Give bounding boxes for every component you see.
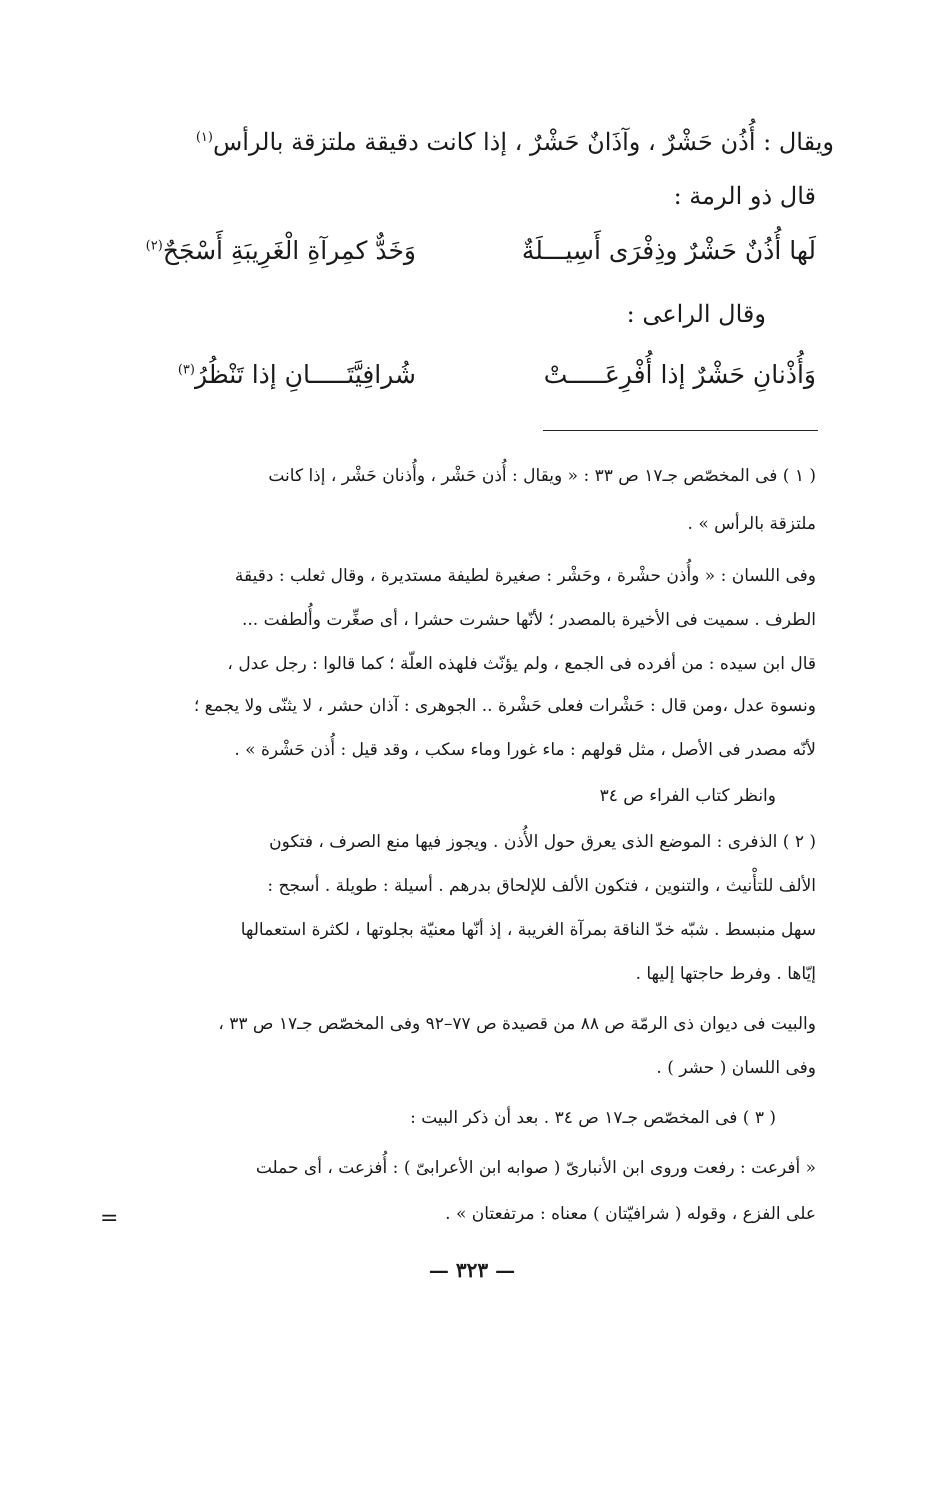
page-number: — ٣٢٣ — — [428, 1258, 516, 1282]
main-line-1-text: ويقال : أُذُن حَشْرٌ ، وآذَانٌ حَشْرٌ ، إذا كانت دقيقة ملتزقة بالرأس — [212, 128, 834, 156]
note-1-line-1: ( ١ ) فى المخصّص جـ١٧ ص ٣٣ : « ويقال : أُذن حَشْر ، وأُذنان حَشْر ، إذا كانت — [268, 466, 816, 486]
lisan-line-3: قال ابن سيده : من أفرده فى الجمع ، ولم يؤنّث فلهذه العلّة ؛ كما قالوا : رجل عدل ، — [227, 654, 816, 674]
note-2-line-2: الألف للتأْنيث ، والتنوين ، فتكون الألف للإلحاق بدرهم . أسيلة : طويلة . أسجح : — [267, 876, 816, 896]
footnote-ref-1: (١) — [195, 130, 213, 145]
lisan-line-2: الطرف . سميت فى الأخيرة بالمصدر ؛ لأنّها حشرت حشرا ، أى صغِّرت وأُلطفت ... — [241, 610, 816, 630]
note-1-line-2: ملتزقة بالرأس » . — [687, 514, 816, 534]
continued-mark: = — [100, 1206, 119, 1231]
main-line-3: وقال الراعى : — [626, 300, 766, 328]
note-2-line-4: إيّاها . وفرط حاجتها إليها . — [635, 964, 816, 984]
verse-2-second-hemistich — [178, 360, 416, 389]
verse-1-first-text: لَها أُذُنٌ حَشْرٌ وذِفْرَى أَسِيـــلَةٌ — [521, 236, 816, 265]
lisan-line-5: لأنّه مصدر فى الأصل ، مثل قولهم : ماء غورا وماء سكب ، وقد قيل : أُذن حَشْرة » . — [234, 740, 816, 760]
verse-1-second-hemistich — [146, 236, 416, 265]
note-3-line-1: ( ٣ ) فى المخصّص جـ١٧ ص ٣٤ . بعد أن ذكر البيت : — [410, 1108, 776, 1128]
verse-1-first-hemistich — [522, 236, 816, 265]
verse-1-second-text: وَخَدٌّ كمِرآةِ الْغَرِيبَةِ أَسْجَحٌ — [162, 236, 416, 265]
note-3-line-2: « أفرعت : رفعت وروى ابن الأنبارىّ ( صوابه ابن الأعرابىّ ) : أُفزعت ، أى حملت — [255, 1158, 816, 1178]
verse-2-first-hemistich — [544, 360, 816, 389]
footnote-ref-2: (٢) — [145, 238, 163, 254]
note-2-line-3: سهل منبسط . شبّه خدّ الناقة بمرآة الغريبة ، إذ أنّها معنيّة بجلوتها ، لكثرة استعمالها — [240, 920, 816, 940]
main-line-2: قال ذو الرمة : — [673, 182, 816, 210]
note-2-line-1: ( ٢ ) الذفرى : الموضع الذى يعرق حول الأُذن . ويجوز فيها منع الصرف ، فتكون — [269, 832, 816, 852]
lisan-line-6: وانظر كتاب الفراء ص ٣٤ — [599, 786, 776, 806]
verse-2-first-text: وَأُذْنانِ حَشْرٌ إذا أُفْرِعَـــــتْ — [543, 360, 816, 389]
note-3-line-3: على الفزع ، وقوله ( شرافيّتان ) معناه : مرتفعتان » . — [445, 1204, 816, 1224]
main-line-1 — [196, 128, 834, 156]
diwan-line-2: وفى اللسان ( حشر ) . — [656, 1058, 816, 1078]
lisan-line-1: وفى اللسان : « وأُذن حشْرة ، وحَشْر : صغيرة لطيفة مستديرة ، وقال ثعلب : دقيقة — [234, 566, 816, 586]
lisan-line-4: ونسوة عدل ،ومن قال : حَشْرات فعلى حَشْرة .. الجوهرى : آذان حشر ، لا يثنّى ولا يجمع ؛ — [193, 696, 816, 716]
footnote-ref-3: (٣) — [177, 362, 195, 378]
diwan-line-1: والبيت فى ديوان ذى الرمّة ص ٨٨ من قصيدة ص ٧٧–٩٢ وفى المخصّص جـ١٧ ص ٣٣ ، — [218, 1014, 816, 1034]
footnote-separator — [543, 430, 818, 431]
verse-2-second-text: شُرافِيَّتَـــــانِ إذا تَنْظُرُ — [194, 360, 416, 389]
